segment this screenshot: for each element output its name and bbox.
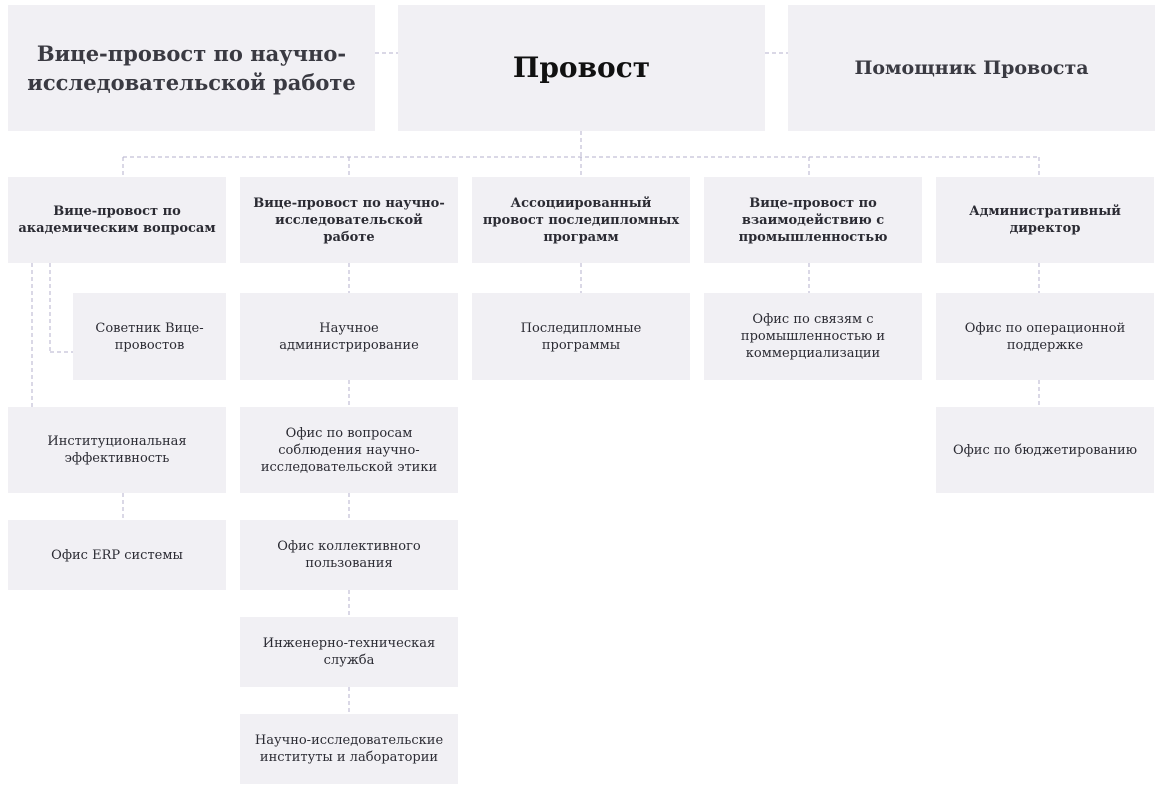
- industry-relations-office-box: [704, 293, 922, 380]
- box-label: Офис по бюджетированию: [952, 442, 1138, 458]
- box-label: Офис коллективного пользования: [277, 539, 421, 571]
- box-label: Советник Вице-провостов: [95, 320, 204, 353]
- box-label: Инженерно-техническая служба: [262, 636, 436, 668]
- budgeting-office-box: [936, 407, 1154, 493]
- vice-provost-research-box: [240, 177, 458, 263]
- box-label: Вице-провост по академическим вопросам: [18, 204, 216, 236]
- shared-use-office-box: [240, 520, 458, 590]
- box-label: Вице-провост по научно-исследовательской работе: [253, 195, 445, 245]
- operations-support-office-box: [936, 293, 1154, 380]
- box-label: Офис ERP системы: [51, 547, 183, 563]
- associate-provost-graduate-box: [472, 177, 690, 263]
- research-institutes-box: [240, 714, 458, 784]
- research-ethics-office-box: [240, 407, 458, 493]
- graduate-programs-box: [472, 293, 690, 380]
- box-label: Офис по связям с промышленностью и коммерциализации: [740, 312, 886, 361]
- box-label: Научно-исследовательские институты и лаборатории: [254, 733, 444, 765]
- vice-provost-industry-box: [704, 177, 922, 263]
- institutional-effectiveness-box: [8, 407, 226, 493]
- box-label: Помощник Провоста: [854, 56, 1089, 79]
- research-administration-box: [240, 293, 458, 380]
- box-label: Последипломные программы: [520, 320, 642, 353]
- box-label: Административный директор: [969, 204, 1121, 236]
- box-label: Вице-провост по научно-исследовательской работе: [27, 41, 356, 95]
- box-label: Офис по вопросам соблюдения научно-исследовательской этики: [260, 425, 438, 475]
- box-label: Вице-провост по взаимодействию с промышленностью: [738, 195, 888, 245]
- erp-office-box: [8, 520, 226, 590]
- advisor-box: [73, 293, 226, 380]
- vice-provost-academic-box: [8, 177, 226, 263]
- engineering-service-box: [240, 617, 458, 687]
- box-label: Ассоциированный провост последипломных программ: [482, 195, 680, 245]
- box-label: Институциональная эффективность: [47, 434, 187, 466]
- administrative-director-box: [936, 177, 1154, 263]
- box-label: Офис по операционной поддержке: [964, 320, 1126, 353]
- provost-assistant-box: [788, 5, 1155, 131]
- provost-box: [398, 5, 765, 131]
- box-label: Научное администрирование: [279, 320, 419, 353]
- box-label: Провост: [512, 51, 651, 84]
- vice-provost-research-top: [8, 5, 375, 131]
